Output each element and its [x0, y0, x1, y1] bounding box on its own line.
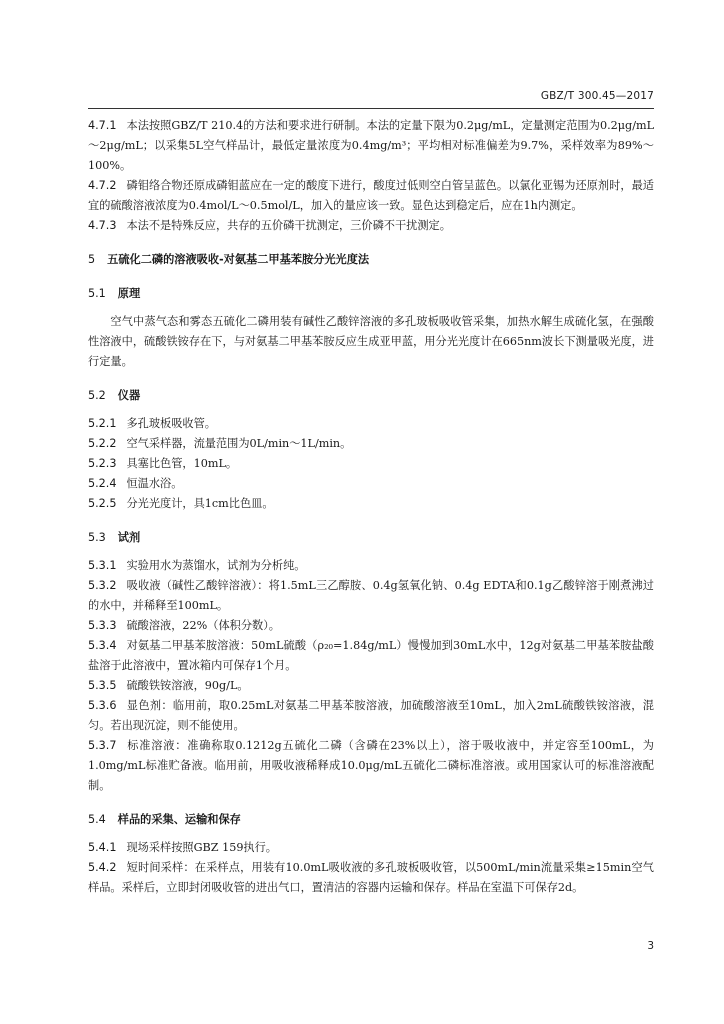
clause-text: 分光光度计，具1cm比色皿。	[126, 497, 274, 510]
clause-5-3-3	[88, 616, 654, 636]
page-number: 3	[647, 940, 654, 952]
clause-text: 恒温水浴。	[126, 477, 183, 490]
clause-text: 对氨基二甲基苯胺溶液：50mL硫酸（ρ₂₀=1.84g/mL）慢慢加到30mL水中，12g对氨基二甲基苯胺盐酸盐溶于此溶液中，置冰箱内可保存1个月。	[88, 639, 654, 672]
clause-number: 5.3.2	[88, 579, 117, 592]
clause-text: 空气采样器，流量范围为0L/min～1L/min。	[126, 437, 352, 450]
principle-paragraph: 空气中蒸气态和雾态五硫化二磷用装有碱性乙酸锌溶液的多孔玻板吸收管采集，加热水解生成硫化氢，在强酸性溶液中，硫酸铁铵存在下，与对氨基二甲基苯胺反应生成亚甲蓝，用分光光度计在665nm波长下测量吸光度，进行定量。	[88, 315, 654, 368]
section-title: 原理	[117, 287, 141, 300]
clause-text: 显色剂：临用前，取0.25mL对氨基二甲基苯胺溶液，加硫酸溶液至10mL，加入2mL硫酸铁铵溶液，混匀。若出现沉淀，则不能使用。	[88, 699, 654, 732]
section-5-2-heading	[88, 386, 654, 406]
clause-5-2-4	[88, 474, 654, 494]
clause-number: 5.2.2	[88, 437, 117, 450]
section-5-4-heading	[88, 810, 654, 830]
clause-number: 5.2.5	[88, 497, 117, 510]
section-number: 5.4	[88, 813, 106, 826]
clause-number: 5.2.3	[88, 457, 117, 470]
section-title: 五硫化二磷的溶液吸收-对氨基二甲基苯胺分光光度法	[107, 253, 370, 266]
clause-number: 5.3.1	[88, 559, 117, 572]
clause-5-4-1	[88, 838, 654, 858]
clause-5-3-2	[88, 576, 654, 616]
clause-number: 5.3.3	[88, 619, 117, 632]
clause-number: 4.7.3	[88, 219, 117, 232]
clause-number: 5.3.4	[88, 639, 117, 652]
clause-5-2-2	[88, 434, 654, 454]
clause-text: 本法按照GBZ/T 210.4的方法和要求进行研制。本法的定量下限为0.2μg/mL，定量测定范围为0.2μg/mL～2μg/mL；以采集5L空气样品计，最低定量浓度为0.4mg/m³；平均相对标准偏差为9.7%，采样效率为89%～100%。	[88, 119, 654, 172]
clause-5-2-1	[88, 414, 654, 434]
section-5-3-heading	[88, 528, 654, 548]
clause-number: 5.3.5	[88, 679, 117, 692]
section-5-heading	[88, 250, 654, 270]
clause-text: 实验用水为蒸馏水，试剂为分析纯。	[126, 559, 306, 572]
clause-text: 现场采样按照GBZ 159执行。	[126, 841, 277, 854]
clause-4-7-2	[88, 176, 654, 216]
clause-text: 具塞比色管，10mL。	[126, 457, 238, 470]
section-number: 5.1	[88, 287, 106, 300]
clause-text: 短时间采样：在采样点，用装有10.0mL吸收液的多孔玻板吸收管，以500mL/min流量采集≥15min空气样品。采样后，立即封闭吸收管的进出气口，置清洁的容器内运输和保存。样品在室温下可保存2d。	[88, 861, 654, 894]
section-number: 5.2	[88, 389, 106, 402]
clause-number: 5.2.1	[88, 417, 117, 430]
clause-4-7-1	[88, 116, 654, 176]
clause-number: 5.4.2	[88, 861, 117, 874]
section-number: 5	[88, 253, 96, 266]
clause-text: 多孔玻板吸收管。	[126, 417, 216, 430]
clause-text: 本法不是特殊反应，共存的五价磷干扰测定，三价磷不干扰测定。	[126, 219, 451, 232]
section-title: 样品的采集、运输和保存	[117, 813, 241, 826]
clause-text: 标准溶液：准确称取0.1212g五硫化二磷（含磷在23%以上），溶于吸收液中，并定容至100mL，为1.0mg/mL标准贮备液。临用前，用吸收液稀释成10.0μg/mL五硫化二磷标准溶液。或用国家认可的标准溶液配制。	[88, 739, 654, 792]
clause-number: 5.2.4	[88, 477, 117, 490]
clause-number: 5.3.6	[88, 699, 117, 712]
clause-5-3-7	[88, 736, 654, 796]
header-rule	[88, 108, 654, 109]
clause-number: 5.3.7	[88, 739, 117, 752]
clause-text: 磷钼络合物还原成磷钼蓝应在一定的酸度下进行，酸度过低则空白管呈蓝色。以氯化亚锡为还原剂时，最适宜的硫酸溶液浓度为0.4mol/L～0.5mol/L，加入的量应该一致。显色达到稳定后，应在1h内测定。	[88, 179, 654, 212]
document-body	[88, 116, 654, 898]
section-title: 仪器	[117, 389, 141, 402]
standard-code: GBZ/T 300.45—2017	[540, 90, 654, 102]
clause-text: 吸收液（碱性乙酸锌溶液）：将1.5mL三乙醇胺、0.4g氢氧化钠、0.4g EDTA和0.1g乙酸锌溶于刚煮沸过的水中，并稀释至100mL。	[88, 579, 654, 612]
clause-5-3-6	[88, 696, 654, 736]
clause-5-2-5	[88, 494, 654, 514]
section-number: 5.3	[88, 531, 106, 544]
clause-5-3-1	[88, 556, 654, 576]
clause-number: 5.4.1	[88, 841, 117, 854]
clause-5-3-4	[88, 636, 654, 676]
clause-text: 硫酸铁铵溶液，90g/L。	[126, 679, 249, 692]
clause-number: 4.7.2	[88, 179, 117, 192]
clause-5-3-5	[88, 676, 654, 696]
clause-5-2-3	[88, 454, 654, 474]
clause-text: 硫酸溶液，22%（体积分数）。	[126, 619, 280, 632]
section-5-1-heading	[88, 284, 654, 304]
section-title: 试剂	[117, 531, 141, 544]
clause-4-7-3	[88, 216, 654, 236]
clause-5-4-2	[88, 858, 654, 898]
clause-number: 4.7.1	[88, 119, 117, 132]
